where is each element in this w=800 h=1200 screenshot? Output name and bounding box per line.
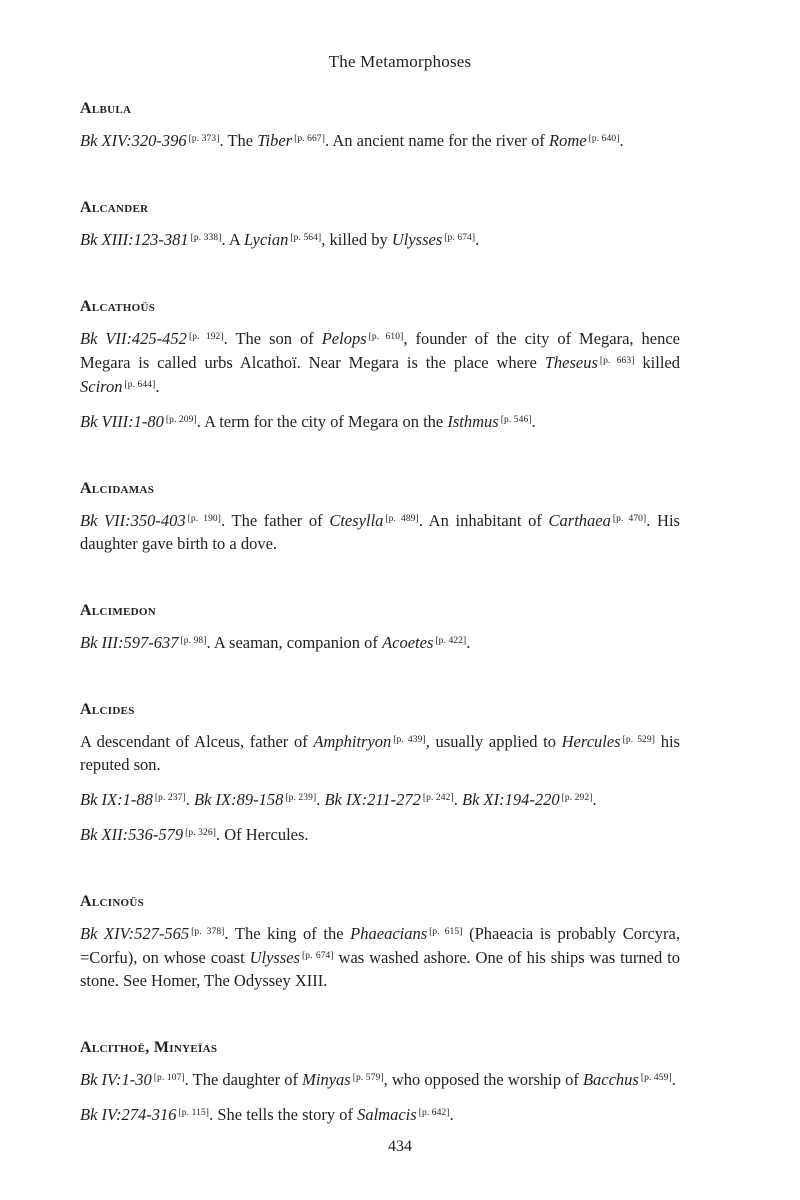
entry-text: killed [634, 353, 680, 372]
entry-text: . [155, 377, 160, 396]
entry-headword: Alcinoüs [80, 893, 145, 910]
entry-headword: Alcidamas [80, 480, 155, 497]
entry-paragraph [80, 227, 680, 251]
cross-reference-link[interactable]: Lycian [243, 230, 289, 249]
page-reference-link[interactable]: [p. 192] [188, 332, 224, 342]
cross-reference-link[interactable]: Bk XI:194-220 [461, 790, 560, 809]
page-reference-link[interactable]: [p. 292] [561, 793, 593, 803]
cross-reference-link[interactable]: Sciron [80, 377, 123, 396]
cross-reference-link[interactable]: Tiber [257, 131, 293, 150]
index-entry [80, 600, 680, 654]
index-entry [80, 296, 680, 433]
cross-reference-link[interactable]: Acoetes [382, 633, 434, 652]
index-entry [80, 98, 680, 152]
entry-text: . [671, 1070, 676, 1089]
page-reference-link[interactable]: [p. 107] [153, 1073, 185, 1083]
index-entry [80, 478, 680, 555]
cross-reference-link[interactable]: Bk XIV:320-396 [80, 131, 187, 150]
cross-reference-link[interactable]: Bk XIV:527-565 [80, 924, 190, 943]
entry-text: , who opposed the worship of [383, 1070, 583, 1089]
entry-text: . [592, 790, 597, 809]
entry-text: , killed by [321, 230, 392, 249]
entry-text: . [531, 412, 536, 431]
entry-paragraph [80, 787, 680, 811]
page-reference-link[interactable]: [p. 579] [352, 1073, 384, 1083]
page-reference-link[interactable]: [p. 115] [178, 1108, 210, 1118]
page-reference-link[interactable]: [p. 546] [500, 415, 532, 425]
cross-reference-link[interactable]: Minyas [302, 1070, 351, 1089]
cross-reference-link[interactable]: Bk IX:89-158 [193, 790, 284, 809]
page-reference-link[interactable]: [p. 378] [191, 927, 225, 937]
entry-paragraph [80, 630, 680, 654]
entry-text: , usually applied to [425, 732, 562, 751]
entry-text: . [185, 790, 194, 809]
page-reference-link[interactable]: [p. 190] [187, 514, 222, 524]
entry-text: . [475, 230, 480, 249]
entry-headword: Alcathoüs [80, 298, 156, 315]
cross-reference-link[interactable]: Bk III:597-637 [80, 633, 179, 652]
cross-reference-link[interactable]: Bk IV:274-316 [80, 1105, 177, 1124]
page-reference-link[interactable]: [p. 674] [444, 233, 476, 243]
index-entry [80, 699, 680, 846]
page-reference-link[interactable]: [p. 642] [418, 1108, 450, 1118]
cross-reference-link[interactable]: Ulysses [391, 230, 443, 249]
entry-text: . [449, 1105, 454, 1124]
entry-text: , founder of the city of Megara, hence Megara is called urbs Alcathoï. Near Megara is the place where [80, 329, 680, 372]
page-reference-link[interactable]: [p. 326] [185, 828, 216, 838]
entry-paragraph [80, 409, 680, 433]
entry-text: . [619, 131, 624, 150]
entry-paragraph [80, 326, 680, 398]
page-reference-link[interactable]: [p. 470] [612, 514, 647, 524]
entry-paragraph [80, 729, 680, 776]
cross-reference-link[interactable]: Ctesylla [329, 511, 384, 530]
page-reference-link[interactable]: [p. 373] [188, 134, 220, 144]
page-reference-link[interactable]: [p. 209] [165, 415, 197, 425]
page-reference-link[interactable]: [p. 610] [368, 332, 404, 342]
index-entry [80, 197, 680, 251]
entry-text: . [453, 790, 462, 809]
entry-text: was washed ashore. One of his ships was turned to stone. See Homer, The Odyssey XIII. [80, 948, 680, 990]
page-reference-link[interactable]: [p. 644] [124, 380, 156, 390]
page-reference-link[interactable]: [p. 667] [294, 134, 325, 144]
cross-reference-link[interactable]: Bacchus [582, 1070, 639, 1089]
page-reference-link[interactable]: [p. 439] [393, 735, 426, 745]
page-reference-link[interactable]: [p. 564] [290, 233, 322, 243]
entry-headword: Albula [80, 100, 132, 117]
cross-reference-link[interactable]: Bk IV:1-30 [80, 1070, 152, 1089]
entry-text: . A seaman, companion of [206, 633, 383, 652]
entry-text: . An inhabitant of [418, 511, 549, 530]
page-reference-link[interactable]: [p. 663] [599, 356, 635, 366]
entry-paragraph [80, 822, 680, 846]
entry-headword: Alcimedon [80, 602, 156, 619]
page-reference-link[interactable]: [p. 640] [588, 134, 620, 144]
entry-text: . The [219, 131, 258, 150]
entry-text: . An ancient name for the river of [324, 131, 550, 150]
cross-reference-link[interactable]: Isthmus [447, 412, 499, 431]
cross-reference-link[interactable]: Amphitryon [313, 732, 392, 751]
page-reference-link[interactable]: [p. 422] [435, 636, 467, 646]
entry-text: . Of Hercules. [215, 825, 309, 844]
entry-paragraph [80, 921, 680, 992]
page-reference-link[interactable]: [p. 489] [385, 514, 419, 524]
entry-headword: Alcander [80, 199, 149, 216]
page-reference-link[interactable]: [p. 338] [190, 233, 222, 243]
entry-text: A descendant of Alceus, father of [80, 732, 314, 751]
entry-text: . His daughter gave birth to a dove. [80, 511, 680, 553]
page-number: 434 [388, 1138, 412, 1155]
page-reference-link[interactable]: [p. 674] [301, 951, 334, 961]
cross-reference-link[interactable]: Theseus [544, 353, 598, 372]
page-reference-link[interactable]: [p. 242] [422, 793, 454, 803]
page-reference-link[interactable]: [p. 529] [622, 735, 656, 745]
index-entry [80, 891, 680, 992]
page-reference-link[interactable]: [p. 237] [154, 793, 186, 803]
cross-reference-link[interactable]: Bk VIII:1-80 [80, 412, 164, 431]
entry-paragraph [80, 128, 680, 152]
cross-reference-link[interactable]: Bk IX:1-88 [80, 790, 153, 809]
entry-paragraph [80, 508, 680, 555]
entry-text: . The son of [223, 329, 322, 348]
entry-paragraph [80, 1102, 680, 1126]
entry-headword: Alcides [80, 701, 135, 718]
entry-text: . The daughter of [184, 1070, 303, 1089]
entry-text: . The king of the [224, 924, 351, 943]
cross-reference-link[interactable]: Bk IX:211-272 [324, 790, 421, 809]
cross-reference-link[interactable]: Salmacis [357, 1105, 417, 1124]
page-reference-link[interactable]: [p. 615] [429, 927, 463, 937]
entry-text: . She tells the story of [209, 1105, 358, 1124]
cross-reference-link[interactable]: Phaeacians [350, 924, 428, 943]
entry-text: his reputed son. [80, 732, 680, 774]
entry-text: . A term for the city of Megara on the [196, 412, 448, 431]
cross-reference-link[interactable]: Bk XIII:123-381 [80, 230, 189, 249]
page-reference-link[interactable]: [p. 459] [640, 1073, 672, 1083]
cross-reference-link[interactable]: Carthaea [548, 511, 611, 530]
cross-reference-link[interactable]: Bk VII:425-452 [80, 329, 187, 348]
entry-text: . The father of [221, 511, 330, 530]
index-entries [80, 98, 680, 1171]
cross-reference-link[interactable]: Bk XII:536-579 [80, 825, 184, 844]
entry-headword: Alcithoë, Minyeïas [80, 1039, 218, 1056]
cross-reference-link[interactable]: Hercules [561, 732, 621, 751]
cross-reference-link[interactable]: Bk VII:350-403 [80, 511, 186, 530]
entry-paragraph [80, 1067, 680, 1091]
entry-text: . [316, 790, 325, 809]
running-head: The Metamorphoses [328, 52, 472, 71]
entry-text: (Phaeacia is probably Corcyra, =Corfu), on whose coast [80, 924, 680, 967]
cross-reference-link[interactable]: Ulysses [249, 948, 300, 967]
page-reference-link[interactable]: [p. 239] [285, 793, 317, 803]
index-entry [80, 1037, 680, 1126]
entry-text: . A [221, 230, 244, 249]
cross-reference-link[interactable]: Pelops [321, 329, 367, 348]
entry-text: . [466, 633, 471, 652]
cross-reference-link[interactable]: Rome [549, 131, 587, 150]
page-reference-link[interactable]: [p. 98] [180, 636, 207, 646]
